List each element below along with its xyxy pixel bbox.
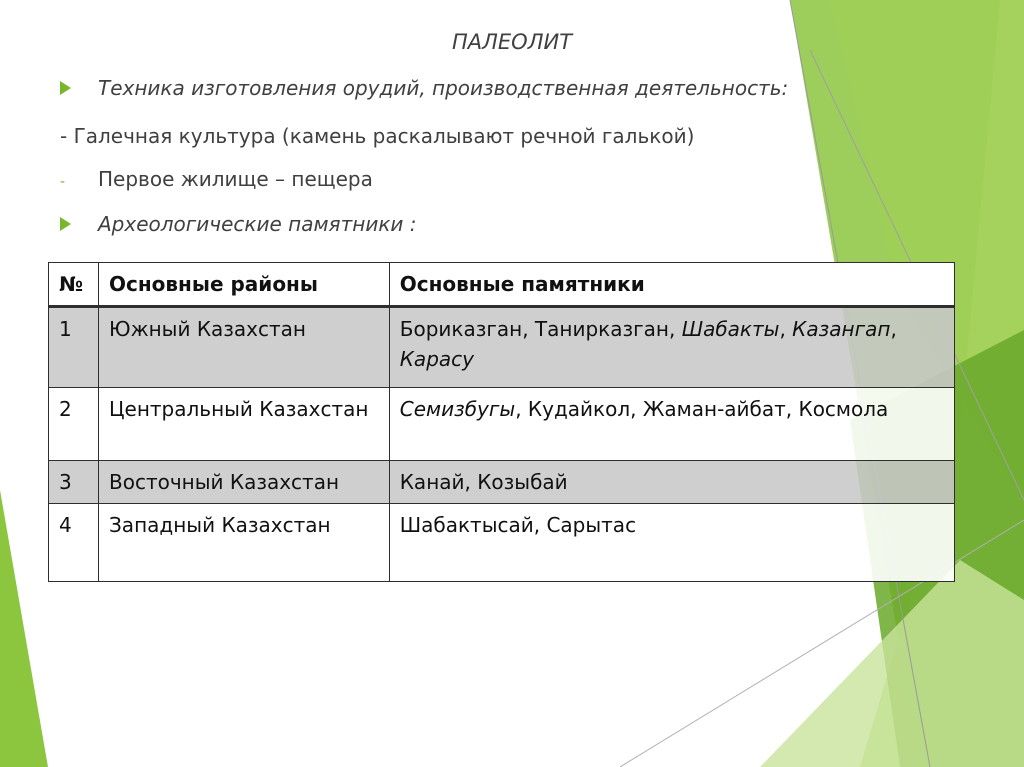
site-text: Карасу — [399, 347, 474, 371]
row-number: 2 — [49, 388, 99, 461]
site-text: Канай, Козыбай — [399, 470, 568, 494]
bullet-monuments-text: Археологические памятники : — [98, 212, 417, 236]
table-header-row — [49, 263, 955, 307]
bullet-tools — [60, 76, 788, 100]
triangle-bullet-icon — [60, 81, 71, 95]
header-regions: Основные районы — [98, 263, 389, 307]
bullet-pebble-culture — [60, 124, 694, 148]
triangle-bullet-icon — [60, 217, 71, 231]
table-row — [49, 461, 955, 504]
row-region: Западный Казахстан — [98, 504, 389, 582]
site-text: Казангап — [792, 317, 891, 341]
row-region: Восточный Казахстан — [98, 461, 389, 504]
row-region: Центральный Казахстан — [98, 388, 389, 461]
site-text: Семизбугы — [399, 397, 516, 421]
row-sites — [389, 461, 954, 504]
row-region: Южный Казахстан — [98, 307, 389, 388]
table-row — [49, 307, 955, 388]
table-row — [49, 388, 955, 461]
bullet-tools-text: Техника изготовления орудий, производственная деятельность: — [98, 76, 789, 100]
site-text: , Кудайкол, Жаман-айбат, Космола — [515, 397, 889, 421]
header-monuments: Основные памятники — [389, 263, 954, 307]
bullet-monuments — [60, 212, 417, 236]
row-sites — [389, 504, 954, 582]
site-text: , — [890, 317, 897, 341]
table-row — [49, 504, 955, 582]
green-shape-left — [0, 490, 48, 767]
bullet-dwelling — [60, 167, 373, 191]
site-text: , — [779, 317, 793, 341]
bullet-dwelling-text: Первое жилище – пещера — [98, 167, 373, 191]
monuments-table — [48, 262, 955, 582]
slide-title: ПАЛЕОЛИТ — [451, 30, 573, 54]
row-sites — [389, 307, 954, 388]
row-sites — [389, 388, 954, 461]
site-text: Шабактысай, Сарытас — [399, 513, 637, 537]
row-number: 3 — [49, 461, 99, 504]
site-text: Бориказган, Танирказган, — [399, 317, 682, 341]
bullet-pebble-text: - Галечная культура (камень раскалывают речной галькой) — [60, 124, 695, 148]
row-number: 4 — [49, 504, 99, 582]
header-number: № — [49, 263, 99, 307]
dash-bullet-icon: - — [60, 174, 66, 190]
row-number: 1 — [49, 307, 99, 388]
site-text: Шабакты — [681, 317, 780, 341]
